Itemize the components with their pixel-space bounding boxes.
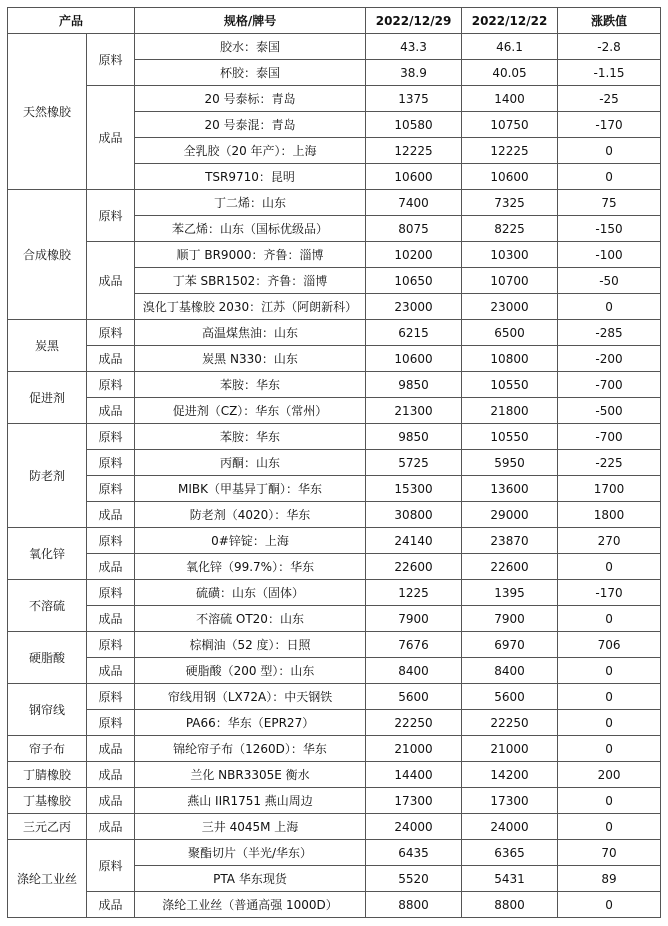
product-category-cell: 三元乙丙 xyxy=(8,814,87,840)
price-date-1-cell: 7676 xyxy=(366,632,462,658)
change-cell: -285 xyxy=(558,320,661,346)
table-row xyxy=(8,762,661,788)
price-date-1-cell: 6435 xyxy=(366,840,462,866)
price-date-2-cell: 46.1 xyxy=(462,34,558,60)
price-date-2-cell: 13600 xyxy=(462,476,558,502)
change-cell: -50 xyxy=(558,268,661,294)
change-cell: -200 xyxy=(558,346,661,372)
spec-cell: 防老剂（4020）：华东 xyxy=(135,502,366,528)
table-row xyxy=(8,34,661,60)
header-row xyxy=(8,8,661,34)
material-type-cell: 原料 xyxy=(87,476,135,502)
spec-cell: 20 号泰标：青岛 xyxy=(135,86,366,112)
change-cell: 75 xyxy=(558,190,661,216)
header-product: 产品 xyxy=(8,8,135,34)
price-date-2-cell: 29000 xyxy=(462,502,558,528)
material-type-cell: 成品 xyxy=(87,788,135,814)
table-row xyxy=(8,632,661,658)
change-cell: 0 xyxy=(558,294,661,320)
spec-cell: PA66：华东（EPR27） xyxy=(135,710,366,736)
price-date-1-cell: 22250 xyxy=(366,710,462,736)
spec-cell: 硫磺：山东（固体） xyxy=(135,580,366,606)
price-date-1-cell: 21000 xyxy=(366,736,462,762)
table-row xyxy=(8,372,661,398)
price-date-2-cell: 6970 xyxy=(462,632,558,658)
price-date-1-cell: 5600 xyxy=(366,684,462,710)
price-date-1-cell: 22600 xyxy=(366,554,462,580)
material-type-cell: 原料 xyxy=(87,632,135,658)
price-date-1-cell: 23000 xyxy=(366,294,462,320)
material-type-cell: 原料 xyxy=(87,320,135,346)
price-date-1-cell: 1225 xyxy=(366,580,462,606)
price-date-2-cell: 24000 xyxy=(462,814,558,840)
spec-cell: 燕山 IIR1751 燕山周边 xyxy=(135,788,366,814)
material-type-cell: 成品 xyxy=(87,242,135,320)
material-type-cell: 原料 xyxy=(87,190,135,242)
change-cell: 70 xyxy=(558,840,661,866)
price-date-2-cell: 10750 xyxy=(462,112,558,138)
table-row xyxy=(8,528,661,554)
product-category-cell: 帘子布 xyxy=(8,736,87,762)
change-cell: -700 xyxy=(558,424,661,450)
table-row xyxy=(8,840,661,866)
table-row xyxy=(8,502,661,528)
material-type-cell: 成品 xyxy=(87,736,135,762)
price-date-1-cell: 10650 xyxy=(366,268,462,294)
table-row xyxy=(8,476,661,502)
product-category-cell: 促进剂 xyxy=(8,372,87,424)
change-cell: 200 xyxy=(558,762,661,788)
spec-cell: 溴化丁基橡胶 2030：江苏（阿朗新科） xyxy=(135,294,366,320)
header-change: 涨跌值 xyxy=(558,8,661,34)
spec-cell: 全乳胶（20 年产）：上海 xyxy=(135,138,366,164)
change-cell: 0 xyxy=(558,606,661,632)
table-row xyxy=(8,788,661,814)
change-cell: -170 xyxy=(558,580,661,606)
spec-cell: 顺丁 BR9000：齐鲁：淄博 xyxy=(135,242,366,268)
price-date-1-cell: 1375 xyxy=(366,86,462,112)
material-type-cell: 原料 xyxy=(87,34,135,86)
material-type-cell: 原料 xyxy=(87,710,135,736)
material-type-cell: 原料 xyxy=(87,528,135,554)
price-date-2-cell: 17300 xyxy=(462,788,558,814)
material-type-cell: 成品 xyxy=(87,86,135,190)
price-date-2-cell: 10550 xyxy=(462,372,558,398)
product-category-cell: 天然橡胶 xyxy=(8,34,87,190)
price-date-1-cell: 38.9 xyxy=(366,60,462,86)
price-date-2-cell: 22250 xyxy=(462,710,558,736)
change-cell: 706 xyxy=(558,632,661,658)
header-date-1: 2022/12/29 xyxy=(366,8,462,34)
spec-cell: 杯胶：泰国 xyxy=(135,60,366,86)
spec-cell: 帘线用钢（LX72A）：中天钢铁 xyxy=(135,684,366,710)
price-date-2-cell: 8800 xyxy=(462,892,558,918)
change-cell: -2.8 xyxy=(558,34,661,60)
product-category-cell: 丁腈橡胶 xyxy=(8,762,87,788)
price-date-1-cell: 10200 xyxy=(366,242,462,268)
price-date-1-cell: 9850 xyxy=(366,424,462,450)
price-date-2-cell: 8400 xyxy=(462,658,558,684)
material-type-cell: 成品 xyxy=(87,346,135,372)
price-date-2-cell: 6365 xyxy=(462,840,558,866)
price-date-1-cell: 21300 xyxy=(366,398,462,424)
table-row xyxy=(8,242,661,268)
material-type-cell: 原料 xyxy=(87,450,135,476)
material-type-cell: 成品 xyxy=(87,398,135,424)
price-date-2-cell: 10550 xyxy=(462,424,558,450)
change-cell: -700 xyxy=(558,372,661,398)
change-cell: 1800 xyxy=(558,502,661,528)
spec-cell: 三井 4045M 上海 xyxy=(135,814,366,840)
spec-cell: 苯乙烯：山东（国标优级品） xyxy=(135,216,366,242)
price-date-2-cell: 7325 xyxy=(462,190,558,216)
header-date-2: 2022/12/22 xyxy=(462,8,558,34)
material-type-cell: 成品 xyxy=(87,554,135,580)
price-date-1-cell: 8800 xyxy=(366,892,462,918)
change-cell: 0 xyxy=(558,814,661,840)
price-date-1-cell: 7900 xyxy=(366,606,462,632)
change-cell: 0 xyxy=(558,554,661,580)
table-body xyxy=(8,34,661,918)
price-date-2-cell: 21800 xyxy=(462,398,558,424)
table-row xyxy=(8,424,661,450)
spec-cell: 棕榈油（52 度）：日照 xyxy=(135,632,366,658)
product-category-cell: 合成橡胶 xyxy=(8,190,87,320)
spec-cell: 不溶硫 OT20：山东 xyxy=(135,606,366,632)
product-category-cell: 丁基橡胶 xyxy=(8,788,87,814)
change-cell: 0 xyxy=(558,892,661,918)
spec-cell: 丁苯 SBR1502：齐鲁：淄博 xyxy=(135,268,366,294)
change-cell: 0 xyxy=(558,138,661,164)
spec-cell: 涤纶工业丝（普通高强 1000D） xyxy=(135,892,366,918)
price-date-1-cell: 24140 xyxy=(366,528,462,554)
table-row xyxy=(8,554,661,580)
price-date-1-cell: 8400 xyxy=(366,658,462,684)
spec-cell: TSR9710：昆明 xyxy=(135,164,366,190)
price-date-1-cell: 14400 xyxy=(366,762,462,788)
table-row xyxy=(8,658,661,684)
price-date-1-cell: 5520 xyxy=(366,866,462,892)
price-date-2-cell: 10300 xyxy=(462,242,558,268)
table-row xyxy=(8,320,661,346)
change-cell: 1700 xyxy=(558,476,661,502)
change-cell: 0 xyxy=(558,788,661,814)
price-date-1-cell: 10600 xyxy=(366,164,462,190)
price-date-1-cell: 5725 xyxy=(366,450,462,476)
change-cell: 0 xyxy=(558,710,661,736)
spec-cell: 丁二烯：山东 xyxy=(135,190,366,216)
product-category-cell: 钢帘线 xyxy=(8,684,87,736)
price-date-1-cell: 9850 xyxy=(366,372,462,398)
header-spec: 规格/牌号 xyxy=(135,8,366,34)
table-row xyxy=(8,86,661,112)
material-type-cell: 成品 xyxy=(87,814,135,840)
price-date-2-cell: 23870 xyxy=(462,528,558,554)
price-date-1-cell: 10580 xyxy=(366,112,462,138)
table-row xyxy=(8,684,661,710)
table-row xyxy=(8,710,661,736)
price-date-2-cell: 6500 xyxy=(462,320,558,346)
table-row xyxy=(8,814,661,840)
material-type-cell: 原料 xyxy=(87,684,135,710)
spec-cell: 氧化锌（99.7%）：华东 xyxy=(135,554,366,580)
change-cell: 0 xyxy=(558,736,661,762)
price-date-1-cell: 6215 xyxy=(366,320,462,346)
price-date-2-cell: 7900 xyxy=(462,606,558,632)
price-date-2-cell: 12225 xyxy=(462,138,558,164)
table-row xyxy=(8,450,661,476)
spec-cell: 0#锌锭：上海 xyxy=(135,528,366,554)
spec-cell: 胶水：泰国 xyxy=(135,34,366,60)
change-cell: -1.15 xyxy=(558,60,661,86)
change-cell: -170 xyxy=(558,112,661,138)
price-date-2-cell: 1400 xyxy=(462,86,558,112)
price-date-2-cell: 10700 xyxy=(462,268,558,294)
price-date-2-cell: 10800 xyxy=(462,346,558,372)
change-cell: -150 xyxy=(558,216,661,242)
material-type-cell: 成品 xyxy=(87,606,135,632)
table-row xyxy=(8,892,661,918)
spec-cell: 丙酮：山东 xyxy=(135,450,366,476)
table-row xyxy=(8,398,661,424)
material-type-cell: 原料 xyxy=(87,840,135,892)
product-category-cell: 硬脂酸 xyxy=(8,632,87,684)
price-date-2-cell: 5431 xyxy=(462,866,558,892)
product-category-cell: 炭黑 xyxy=(8,320,87,372)
table-row xyxy=(8,606,661,632)
price-date-2-cell: 40.05 xyxy=(462,60,558,86)
change-cell: 270 xyxy=(558,528,661,554)
price-date-1-cell: 24000 xyxy=(366,814,462,840)
product-category-cell: 涤纶工业丝 xyxy=(8,840,87,918)
price-date-2-cell: 14200 xyxy=(462,762,558,788)
material-type-cell: 成品 xyxy=(87,658,135,684)
price-date-1-cell: 17300 xyxy=(366,788,462,814)
material-type-cell: 原料 xyxy=(87,424,135,450)
change-cell: -100 xyxy=(558,242,661,268)
price-date-2-cell: 1395 xyxy=(462,580,558,606)
spec-cell: 炭黑 N330：山东 xyxy=(135,346,366,372)
spec-cell: 硬脂酸（200 型）：山东 xyxy=(135,658,366,684)
change-cell: 0 xyxy=(558,658,661,684)
material-type-cell: 成品 xyxy=(87,502,135,528)
price-date-2-cell: 23000 xyxy=(462,294,558,320)
price-date-1-cell: 12225 xyxy=(366,138,462,164)
change-cell: -25 xyxy=(558,86,661,112)
price-date-1-cell: 8075 xyxy=(366,216,462,242)
material-type-cell: 成品 xyxy=(87,892,135,918)
spec-cell: 苯胺：华东 xyxy=(135,424,366,450)
price-date-1-cell: 30800 xyxy=(366,502,462,528)
price-date-1-cell: 15300 xyxy=(366,476,462,502)
spec-cell: 促进剂（CZ）：华东（常州） xyxy=(135,398,366,424)
spec-cell: 高温煤焦油：山东 xyxy=(135,320,366,346)
product-category-cell: 防老剂 xyxy=(8,424,87,528)
spec-cell: 苯胺：华东 xyxy=(135,372,366,398)
price-date-1-cell: 43.3 xyxy=(366,34,462,60)
spec-cell: MIBK（甲基异丁酮）：华东 xyxy=(135,476,366,502)
change-cell: 89 xyxy=(558,866,661,892)
change-cell: -500 xyxy=(558,398,661,424)
material-type-cell: 原料 xyxy=(87,372,135,398)
spec-cell: 锦纶帘子布（1260D）：华东 xyxy=(135,736,366,762)
product-category-cell: 氧化锌 xyxy=(8,528,87,580)
change-cell: -225 xyxy=(558,450,661,476)
spec-cell: 20 号泰混：青岛 xyxy=(135,112,366,138)
price-date-2-cell: 5950 xyxy=(462,450,558,476)
material-type-cell: 原料 xyxy=(87,580,135,606)
product-category-cell: 不溶硫 xyxy=(8,580,87,632)
material-type-cell: 成品 xyxy=(87,762,135,788)
price-date-2-cell: 22600 xyxy=(462,554,558,580)
price-table xyxy=(7,7,661,918)
table-row xyxy=(8,190,661,216)
table-row xyxy=(8,346,661,372)
price-date-2-cell: 8225 xyxy=(462,216,558,242)
spec-cell: 聚酯切片（半光/华东） xyxy=(135,840,366,866)
change-cell: 0 xyxy=(558,684,661,710)
spec-cell: 兰化 NBR3305E 衡水 xyxy=(135,762,366,788)
price-date-2-cell: 5600 xyxy=(462,684,558,710)
price-date-1-cell: 10600 xyxy=(366,346,462,372)
spec-cell: PTA 华东现货 xyxy=(135,866,366,892)
change-cell: 0 xyxy=(558,164,661,190)
price-date-2-cell: 21000 xyxy=(462,736,558,762)
table-row xyxy=(8,736,661,762)
price-date-1-cell: 7400 xyxy=(366,190,462,216)
price-date-2-cell: 10600 xyxy=(462,164,558,190)
table-row xyxy=(8,580,661,606)
